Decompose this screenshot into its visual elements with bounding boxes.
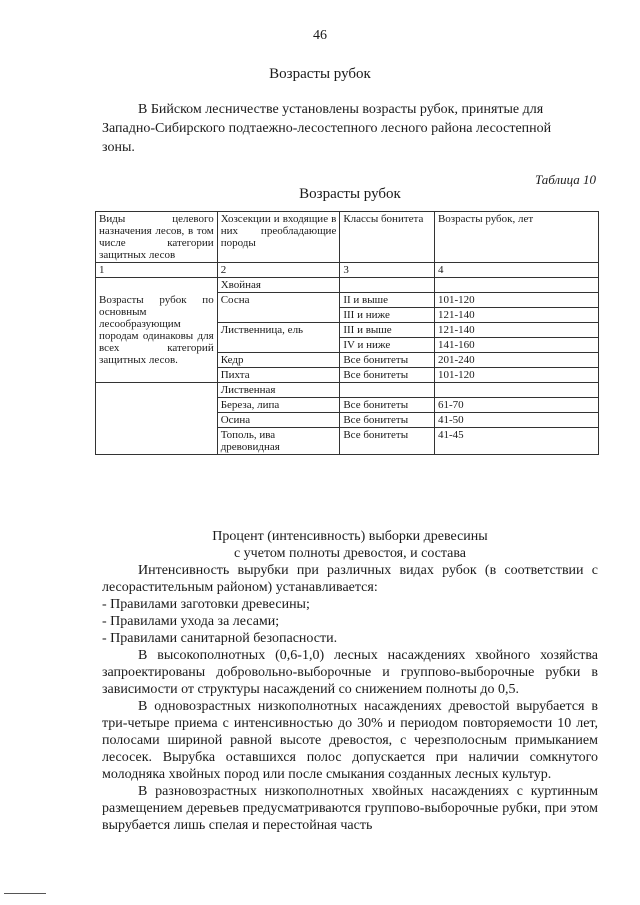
- intro-line-3: зоны.: [102, 140, 135, 155]
- age-cell: 201-240: [434, 353, 598, 368]
- empty-cell: [434, 278, 598, 293]
- table-row: [96, 383, 599, 398]
- class-cell: Все бонитеты: [340, 428, 435, 455]
- intro-paragraph: [102, 100, 596, 157]
- class-cell: Все бонитеты: [340, 413, 435, 428]
- section-2-title-line-1: Процент (интенсивность) выборки древесины: [212, 529, 488, 544]
- col-number-3: 3: [340, 263, 435, 278]
- class-cell: IV и ниже: [340, 338, 435, 353]
- col-number-1: 1: [96, 263, 218, 278]
- class-cell: Все бонитеты: [340, 353, 435, 368]
- empty-cell: [96, 383, 218, 455]
- header-forest-purpose: Виды целевого назначения лесов, в том числе категории защитных лесов: [96, 212, 218, 263]
- row-label: Возрасты рубок по основным лесообразующим породам одинаковы для всех категорий защитных лесов.: [96, 293, 218, 383]
- list-item: - Правилами санитарной безопасности.: [102, 631, 338, 646]
- table-title: Возрасты рубок: [299, 186, 401, 202]
- empty-cell: [434, 383, 598, 398]
- class-cell: Все бонитеты: [340, 368, 435, 383]
- paragraph-intensity: Интенсивность вырубки при различных видах рубок (в соответствии с лесорастительным районом) устанавливается:: [102, 563, 598, 595]
- list-item: - Правилами ухода за лесами;: [102, 614, 280, 629]
- age-cell: 41-45: [434, 428, 598, 455]
- empty-cell: [96, 278, 218, 293]
- header-cutting-age: Возрасты рубок, лет: [434, 212, 598, 263]
- intro-line-2: Западно-Сибирского подтаежно-лесостепного лесного района лесостепной: [102, 121, 552, 136]
- species-cell: Кедр: [217, 353, 340, 368]
- class-cell: III и выше: [340, 323, 435, 338]
- age-cell: 141-160: [434, 338, 598, 353]
- age-cell: 121-140: [434, 323, 598, 338]
- group-deciduous: Лиственная: [217, 383, 340, 398]
- group-coniferous: Хвойная: [217, 278, 340, 293]
- empty-cell: [340, 278, 435, 293]
- table-caption: Таблица 10: [534, 172, 596, 187]
- species-cell: Сосна: [217, 293, 340, 323]
- intro-line-1: В Бийском лесничестве установлены возрасты рубок, принятые для: [138, 102, 544, 117]
- paragraph-even-aged: В одновозрастных низкополнотных насаждениях древостой вырубается в три-четыре приема с интенсивностью до 30% и периодом повторяемости 10 лет, полосами шириной равной высоте древостоя, с черезполосным примыканием лесосек. Вырубка оставшихся полос допускается при наличии сомкнутого молодняка хвойных пород или после смыкания созданных лесных культур.: [102, 699, 598, 782]
- age-cell: 61-70: [434, 398, 598, 413]
- species-cell: Лиственница, ель: [217, 323, 340, 353]
- page-heading: Возрасты рубок: [269, 66, 371, 82]
- age-cell: 101-120: [434, 368, 598, 383]
- species-cell: Пихта: [217, 368, 340, 383]
- page-number: 46: [313, 28, 327, 43]
- class-cell: II и выше: [340, 293, 435, 308]
- list-item: - Правилами заготовки древесины;: [102, 597, 310, 612]
- footnote-divider: [4, 893, 46, 894]
- age-cell: 41-50: [434, 413, 598, 428]
- section-2: [102, 528, 598, 834]
- table-row: [96, 278, 599, 293]
- age-cell: 101-120: [434, 293, 598, 308]
- col-number-4: 4: [434, 263, 598, 278]
- table-header-row: [96, 212, 599, 263]
- header-site-class: Классы бонитета: [340, 212, 435, 263]
- col-number-2: 2: [217, 263, 340, 278]
- table-row: [96, 293, 599, 308]
- section-2-title-line-2: с учетом полноты древостоя, и состава: [233, 546, 467, 561]
- species-cell: Тополь, ива древовидная: [217, 428, 340, 455]
- header-economic-section: Хозсекции и входящие в них преобладающие породы: [217, 212, 340, 263]
- paragraph-high-density: В высокополнотных (0,6-1,0) лесных насаждениях хвойного хозяйства запроектированы добровольно-выборочные и группово-выборочные рубки в зависимости от структуры насаждений со снижением полноты до 0,5.: [102, 648, 598, 697]
- species-cell: Осина: [217, 413, 340, 428]
- cutting-age-table: [95, 211, 599, 455]
- age-cell: 121-140: [434, 308, 598, 323]
- class-cell: III и ниже: [340, 308, 435, 323]
- empty-cell: [340, 383, 435, 398]
- table-number-row: [96, 263, 599, 278]
- species-cell: Береза, липа: [217, 398, 340, 413]
- paragraph-uneven-aged: В разновозрастных низкополнотных хвойных насаждениях с куртинным размещением деревьев предусматриваются группово-выборочные рубки, при этом вырубается лишь спелая и перестойная часть: [102, 784, 598, 833]
- class-cell: Все бонитеты: [340, 398, 435, 413]
